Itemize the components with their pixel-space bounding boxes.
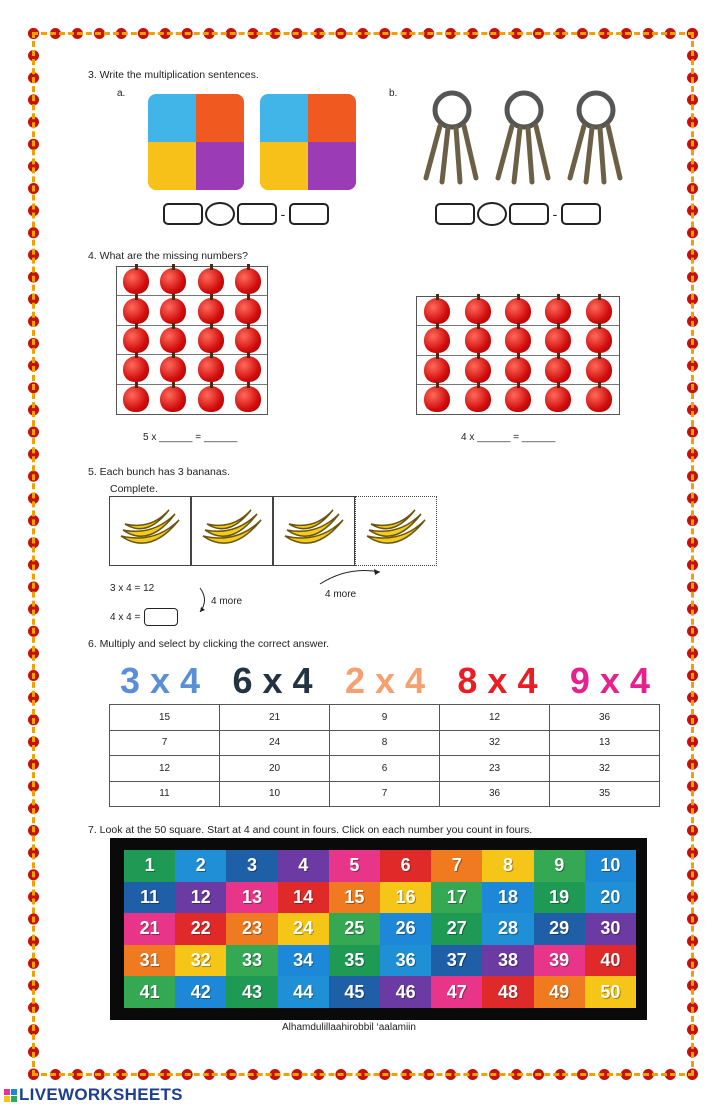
- q4-equation-left[interactable]: 5 x ______ = ______: [143, 432, 238, 443]
- q5-more-label-top: 4 more: [325, 589, 357, 600]
- apple-icon: [198, 386, 224, 412]
- answer-option[interactable]: 11: [110, 781, 220, 807]
- number-cell[interactable]: 18: [482, 882, 533, 914]
- q3-prompt: 3. Write the multiplication sentences.: [88, 69, 259, 81]
- answer-row: [110, 730, 660, 756]
- answer-option[interactable]: 7: [330, 781, 440, 807]
- number-cell[interactable]: 19: [534, 882, 585, 914]
- apple-icon: [198, 327, 224, 353]
- number-cell[interactable]: 48: [482, 976, 533, 1008]
- minus-sign: -: [280, 206, 286, 222]
- apple-icon: [123, 268, 149, 294]
- apple-row: [117, 296, 267, 325]
- number-cell[interactable]: 47: [431, 976, 482, 1008]
- keys-image: [556, 90, 636, 186]
- answer-option[interactable]: 23: [440, 756, 550, 782]
- answer-option[interactable]: 8: [330, 730, 440, 756]
- q5-answer-box[interactable]: [144, 608, 178, 626]
- number-cell[interactable]: 35: [329, 945, 380, 977]
- fifty-square-grid: [124, 850, 636, 1008]
- number-cell[interactable]: 27: [431, 913, 482, 945]
- number-cell[interactable]: 13: [226, 882, 277, 914]
- apple-array-right: [416, 296, 620, 415]
- q5-prompt: 5. Each bunch has 3 bananas.: [88, 466, 230, 478]
- answer-option[interactable]: 35: [550, 781, 660, 807]
- answer-option[interactable]: 21: [220, 705, 330, 731]
- number-cell[interactable]: 29: [534, 913, 585, 945]
- number-cell[interactable]: 25: [329, 913, 380, 945]
- apple-icon: [465, 298, 491, 324]
- number-cell[interactable]: 28: [482, 913, 533, 945]
- q3-label-b: b.: [389, 88, 398, 99]
- answer-option[interactable]: 12: [110, 756, 220, 782]
- number-cell[interactable]: 7: [431, 850, 482, 882]
- number-cell[interactable]: 30: [585, 913, 636, 945]
- q5-more-label: 4 more: [211, 596, 243, 607]
- number-cell[interactable]: 24: [278, 913, 329, 945]
- apple-icon: [123, 298, 149, 324]
- apple-row: [417, 385, 619, 414]
- puzzle-image: [148, 94, 244, 190]
- banana-bunch-new: [355, 496, 437, 566]
- number-cell[interactable]: 33: [226, 945, 277, 977]
- answer-option[interactable]: 24: [220, 730, 330, 756]
- apple-icon: [505, 357, 531, 383]
- number-cell[interactable]: 2: [175, 850, 226, 882]
- keys-image: [484, 90, 564, 186]
- banana-bunch: [273, 496, 355, 566]
- number-cell[interactable]: 38: [482, 945, 533, 977]
- number-cell[interactable]: 42: [175, 976, 226, 1008]
- apple-icon: [545, 298, 571, 324]
- apple-icon: [160, 268, 186, 294]
- operator-circle[interactable]: [205, 202, 235, 226]
- number-cell[interactable]: 10: [585, 850, 636, 882]
- answer-option[interactable]: 10: [220, 781, 330, 807]
- number-cell[interactable]: 11: [124, 882, 175, 914]
- apple-icon: [545, 357, 571, 383]
- apple-row: [117, 326, 267, 355]
- apple-icon: [160, 327, 186, 353]
- q4-equation-right[interactable]: 4 x ______ = ______: [461, 432, 556, 443]
- arrow-icon: [318, 566, 386, 590]
- q3a-answer-row: [163, 202, 329, 226]
- number-cell[interactable]: 14: [278, 882, 329, 914]
- number-cell[interactable]: 16: [380, 882, 431, 914]
- answer-option[interactable]: 6: [330, 756, 440, 782]
- minus-sign: -: [552, 206, 558, 222]
- number-cell[interactable]: 39: [534, 945, 585, 977]
- number-cell[interactable]: 4: [278, 850, 329, 882]
- number-cell[interactable]: 17: [431, 882, 482, 914]
- q5-complete: Complete.: [110, 483, 158, 495]
- number-cell[interactable]: 41: [124, 976, 175, 1008]
- apple-icon: [586, 298, 612, 324]
- apple-icon: [424, 327, 450, 353]
- answer-option[interactable]: 36: [440, 781, 550, 807]
- fifty-square-board: [110, 838, 647, 1020]
- brand-logo: [4, 1085, 183, 1105]
- answer-option[interactable]: 13: [550, 730, 660, 756]
- answer-option[interactable]: 36: [550, 705, 660, 731]
- apple-icon: [198, 268, 224, 294]
- apple-icon: [586, 357, 612, 383]
- number-cell[interactable]: 45: [329, 976, 380, 1008]
- multiplication-problem: 3 x 4: [120, 660, 201, 701]
- answer-option[interactable]: 32: [440, 730, 550, 756]
- apple-row: [117, 385, 267, 414]
- q4-prompt: 4. What are the missing numbers?: [88, 250, 248, 262]
- apple-icon: [465, 327, 491, 353]
- answer-box[interactable]: [509, 203, 549, 225]
- apple-icon: [424, 386, 450, 412]
- apple-row: [417, 356, 619, 385]
- apple-icon: [235, 356, 261, 382]
- apple-icon: [198, 298, 224, 324]
- number-cell[interactable]: 22: [175, 913, 226, 945]
- apple-row: [117, 267, 267, 296]
- apple-icon: [123, 386, 149, 412]
- apple-icon: [123, 356, 149, 382]
- number-cell[interactable]: 43: [226, 976, 277, 1008]
- answer-option[interactable]: 32: [550, 756, 660, 782]
- apple-icon: [545, 386, 571, 412]
- number-cell[interactable]: 26: [380, 913, 431, 945]
- apple-row: [417, 297, 619, 326]
- q5-equation-question: 4 x 4 =: [110, 611, 141, 623]
- apple-icon: [123, 327, 149, 353]
- apple-icon: [424, 357, 450, 383]
- footer-text: Alhamdulillaahirobbil ‘aalamiin: [282, 1022, 416, 1033]
- answer-table: [109, 704, 660, 807]
- answer-option[interactable]: 7: [110, 730, 220, 756]
- number-cell[interactable]: 3: [226, 850, 277, 882]
- answer-box[interactable]: [163, 203, 203, 225]
- keys-image: [412, 90, 492, 186]
- number-cell[interactable]: 40: [585, 945, 636, 977]
- apple-icon: [235, 298, 261, 324]
- brand-name: LIVEWORKSHEETS: [19, 1085, 183, 1104]
- number-cell[interactable]: 8: [482, 850, 533, 882]
- apple-icon: [160, 356, 186, 382]
- multiplication-problem: 2 x 4: [344, 660, 426, 701]
- number-cell[interactable]: 6: [380, 850, 431, 882]
- number-cell[interactable]: 31: [124, 945, 175, 977]
- multiplication-problem: 9 x 4: [569, 660, 650, 701]
- answer-row: [110, 756, 660, 782]
- number-cell[interactable]: 20: [585, 882, 636, 914]
- number-cell[interactable]: 12: [175, 882, 226, 914]
- number-cell[interactable]: 46: [380, 976, 431, 1008]
- multiplication-problem: 6 x 4: [232, 660, 313, 701]
- answer-box[interactable]: [237, 203, 277, 225]
- multiplication-problem: 8 x 4: [457, 660, 538, 701]
- number-cell[interactable]: 36: [380, 945, 431, 977]
- apple-row: [117, 355, 267, 384]
- number-cell[interactable]: 32: [175, 945, 226, 977]
- banana-row: [109, 496, 437, 566]
- operator-circle[interactable]: [477, 202, 507, 226]
- apple-icon: [465, 357, 491, 383]
- q6-prompt: 6. Multiply and select by clicking the correct answer.: [88, 638, 330, 650]
- answer-row: [110, 781, 660, 807]
- curve-arrow-icon: [198, 586, 210, 616]
- number-cell[interactable]: 49: [534, 976, 585, 1008]
- number-cell[interactable]: 44: [278, 976, 329, 1008]
- number-cell[interactable]: 23: [226, 913, 277, 945]
- number-cell[interactable]: 15: [329, 882, 380, 914]
- apple-icon: [505, 386, 531, 412]
- logo-icon: [4, 1089, 17, 1102]
- answer-row: [110, 705, 660, 731]
- answer-box[interactable]: [561, 203, 601, 225]
- banana-bunch: [191, 496, 273, 566]
- apple-icon: [160, 386, 186, 412]
- apple-row: [417, 326, 619, 355]
- q7-prompt: 7. Look at the 50 square. Start at 4 and count in fours. Click on each number you count in fours.: [88, 824, 533, 836]
- banana-bunch: [109, 496, 191, 566]
- number-cell[interactable]: 5: [329, 850, 380, 882]
- multiplication-problems: [120, 660, 650, 702]
- answer-option[interactable]: 12: [440, 705, 550, 731]
- number-cell[interactable]: 50: [585, 976, 636, 1008]
- apple-array-left: [116, 266, 268, 415]
- apple-icon: [235, 268, 261, 294]
- number-cell[interactable]: 9: [534, 850, 585, 882]
- apple-icon: [505, 327, 531, 353]
- answer-box[interactable]: [435, 203, 475, 225]
- apple-icon: [160, 298, 186, 324]
- apple-icon: [505, 298, 531, 324]
- apple-icon: [545, 327, 571, 353]
- q3-label-a: a.: [117, 88, 126, 99]
- number-cell[interactable]: 21: [124, 913, 175, 945]
- number-cell[interactable]: 1: [124, 850, 175, 882]
- puzzle-image: [260, 94, 356, 190]
- apple-icon: [465, 386, 491, 412]
- answer-option[interactable]: 20: [220, 756, 330, 782]
- q5-equation-given: 3 x 4 = 12: [110, 583, 155, 594]
- answer-option[interactable]: 9: [330, 705, 440, 731]
- q3b-answer-row: [435, 202, 601, 226]
- number-cell[interactable]: 34: [278, 945, 329, 977]
- answer-box[interactable]: [289, 203, 329, 225]
- apple-icon: [424, 298, 450, 324]
- answer-option[interactable]: 15: [110, 705, 220, 731]
- apple-icon: [235, 327, 261, 353]
- apple-icon: [586, 386, 612, 412]
- apple-icon: [235, 386, 261, 412]
- apple-icon: [586, 327, 612, 353]
- number-cell[interactable]: 37: [431, 945, 482, 977]
- q5-equation-row: [110, 608, 178, 626]
- apple-icon: [198, 356, 224, 382]
